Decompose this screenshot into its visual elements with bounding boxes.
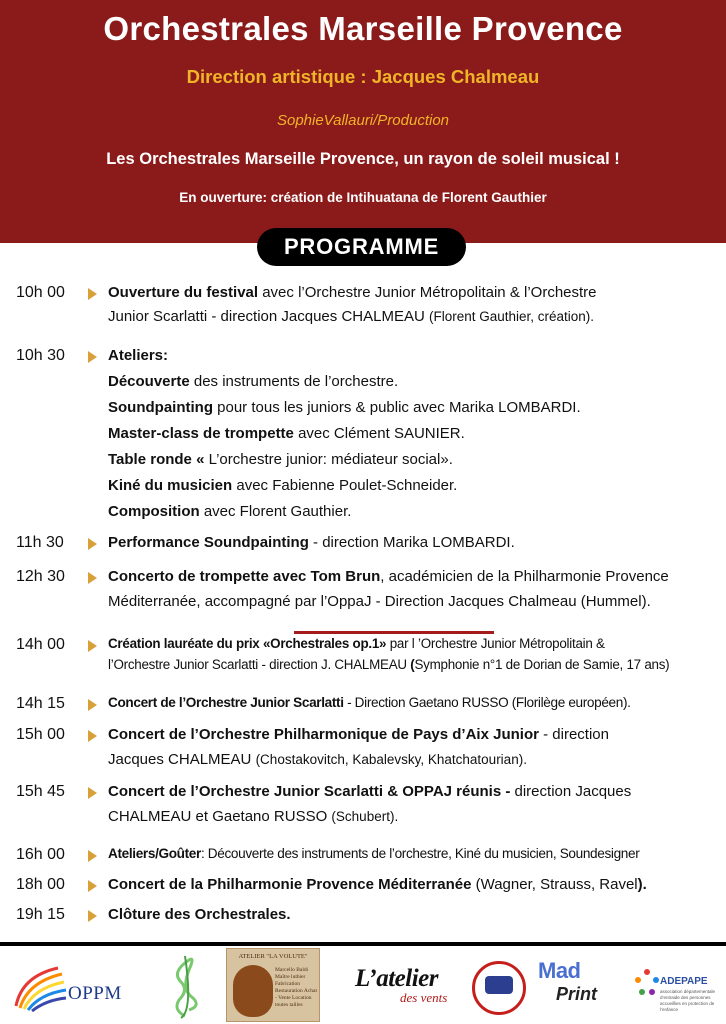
schedule-line: Clôture des Orchestrales. [108, 906, 291, 923]
schedule-time: 19h 15 [16, 906, 65, 923]
schedule-line: Concert de l’Orchestre Junior Scarlatti & OPPAJ réunis - direction Jacques [108, 783, 632, 800]
schedule-time: 10h 00 [16, 284, 65, 301]
bullet-arrow-icon [88, 538, 97, 550]
schedule-time: 12h 30 [16, 568, 65, 585]
schedule-line: Composition avec Florent Gauthier. [108, 503, 352, 520]
schedule-time: 11h 30 [16, 534, 64, 551]
programme-heading: PROGRAMME [257, 228, 466, 266]
schedule-line: Ateliers/Goûter: Découverte des instruments de l’orchestre, Kiné du musicien, Soundesigner [108, 846, 640, 861]
bullet-arrow-icon [88, 572, 97, 584]
schedule-line: Concert de la Philharmonie Provence Méditerranée (Wagner, Strauss, Ravel). [108, 876, 647, 893]
bullet-arrow-icon [88, 640, 97, 652]
bullet-arrow-icon [88, 910, 97, 922]
schedule-line: CHALMEAU et Gaetano RUSSO (Schubert). [108, 808, 399, 825]
atelier-vents-sub: des vents [400, 990, 448, 1005]
atelier-vents-logo: L’atelier [355, 965, 438, 992]
adepape-logo-text: ADEPAPE [660, 976, 708, 987]
event-title: Orchestrales Marseille Provence [103, 10, 623, 47]
mad-print-logo: Mad [538, 958, 581, 983]
oppm-logo-mark [12, 962, 68, 1012]
schedule-line: Méditerranée, accompagné par l’OppaJ - Direction Jacques Chalmeau (Hummel). [108, 593, 651, 610]
atelier-volute-logo [226, 948, 320, 1022]
adepape-logo-mark [630, 966, 664, 1000]
schedule-time: 14h 15 [16, 695, 65, 712]
section-separator [294, 631, 494, 634]
schedule-line: Ouverture du festival avec l’Orchestre Junior Métropolitain & l’Orchestre [108, 284, 597, 301]
schedule-line: Performance Soundpainting - direction Marika LOMBARDI. [108, 534, 515, 551]
bullet-arrow-icon [88, 351, 97, 363]
schedule-line: Soundpainting pour tous les juniors & public avec Marika LOMBARDI. [108, 399, 581, 416]
bullet-arrow-icon [88, 288, 97, 300]
header-banner [0, 0, 726, 243]
schedule-line: Concerto de trompette avec Tom Brun, académicien de la Philharmonie Provence [108, 568, 669, 585]
tagline: Les Orchestrales Marseille Provence, un rayon de soleil musical ! [106, 150, 620, 168]
violin-icon [233, 965, 273, 1017]
schedule-line: Junior Scarlatti - direction Jacques CHALMEAU (Florent Gauthier, création). [108, 308, 595, 325]
atelier-volute-title: ATELIER "LA VOLUTE" [238, 953, 308, 960]
schedule-time: 15h 45 [16, 783, 65, 800]
schedule-line: Master-class de trompette avec Clément SAUNIER. [108, 425, 465, 442]
bullet-arrow-icon [88, 699, 97, 711]
oppm-logo-text: OPPM [68, 983, 122, 1004]
mad-print-sub: Print [556, 984, 598, 1004]
schedule-line: Concert de l’Orchestre Junior Scarlatti - Direction Gaetano RUSSO (Florilège européen). [108, 695, 631, 710]
treble-clef-logo [159, 950, 211, 1020]
bullet-arrow-icon [88, 730, 97, 742]
opening-note: En ouverture: création de Intihuatana de Florent Gauthier [179, 190, 547, 205]
schedule-line: Jacques CHALMEAU (Chostakovitch, Kabalevsky, Khatchatourian). [108, 751, 527, 768]
circle-badge-logo [472, 961, 526, 1015]
bullet-arrow-icon [88, 850, 97, 862]
schedule-line: Ateliers: [108, 347, 169, 364]
schedule-line: Concert de l’Orchestre Philharmonique de Pays d’Aix Junior - direction [108, 726, 609, 743]
schedule-line: l’Orchestre Junior Scarlatti - direction J. CHALMEAU (Symphonie n°1 de Dorian de Samie, 17 ans) [108, 657, 670, 672]
schedule-time: 18h 00 [16, 876, 65, 893]
artistic-direction: Direction artistique : Jacques Chalmeau [186, 66, 540, 87]
schedule-time: 16h 00 [16, 846, 65, 863]
schedule-line: Création lauréate du prix «Orchestrales op.1» par l ’Orchestre Junior Métropolitain & [108, 636, 605, 651]
adepape-logo-sub: association départementale d’entraide des personnes accueillies en protection de l’enfance [660, 989, 716, 1012]
bullet-arrow-icon [88, 880, 97, 892]
schedule-line: Table ronde « L’orchestre junior: médiateur social». [108, 451, 453, 468]
bullet-arrow-icon [88, 787, 97, 799]
atelier-volute-details: Marcello Baldi Maître luthier Fabrication Restauration Achat - Vente Location toutes tailles [275, 967, 318, 1008]
schedule-line: Kiné du musicien avec Fabienne Poulet-Schneider. [108, 477, 458, 494]
production-credit: SophieVallauri/Production [276, 112, 450, 129]
footer-divider [0, 942, 726, 946]
schedule-time: 10h 30 [16, 347, 65, 364]
schedule-time: 14h 00 [16, 636, 65, 653]
schedule-time: 15h 00 [16, 726, 65, 743]
schedule-line: Découverte des instruments de l’orchestre. [108, 373, 399, 390]
